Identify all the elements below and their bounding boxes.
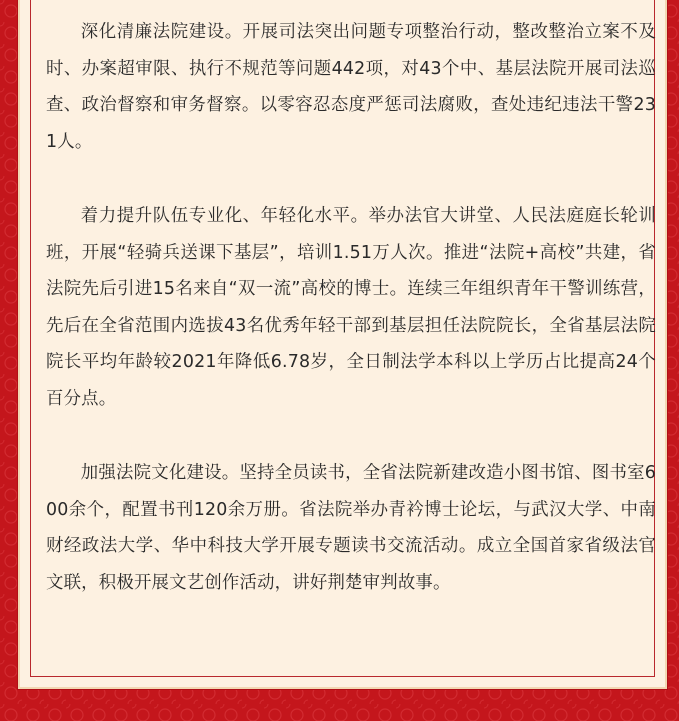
paragraph-team-building: 着力提升队伍专业化、年轻化水平。举办法官大讲堂、人民法庭庭长轮训班，开展“轻骑兵送课下基层”，培训1.51万人次。推进“法院+高校”共建，省法院先后引进15名来自“双一流”高校的博士。连续三年组织青年干警训练营，先后在全省范围内选拔43名优秀年轻干部到基层担任法院院长，全省基层法院院长平均年龄较2021年降低6.78岁，全日制法学本科以上学历占比提高24个百分点。 [46, 206, 656, 409]
paragraph-clean-court: 深化清廉法院建设。开展司法突出问题专项整治行动，整改整治立案不及时、办案超审限、执行不规范等问题442项，对43个中、基层法院开展司法巡查、政治督察和审务督察。以零容忍态度严惩司法腐败，查处违纪违法干警231人。 [46, 22, 656, 152]
paragraph-court-culture: 加强法院文化建设。坚持全员读书，全省法院新建改造小图书馆、图书室600余个，配置书刊120余万册。省法院举办青衿博士论坛，与武汉大学、中南财经政法大学、华中科技大学开展专题读书交流活动。成立全国首家省级法官文联，积极开展文艺创作活动，讲好荆楚审判故事。 [46, 463, 656, 593]
article-paper [18, 0, 667, 689]
